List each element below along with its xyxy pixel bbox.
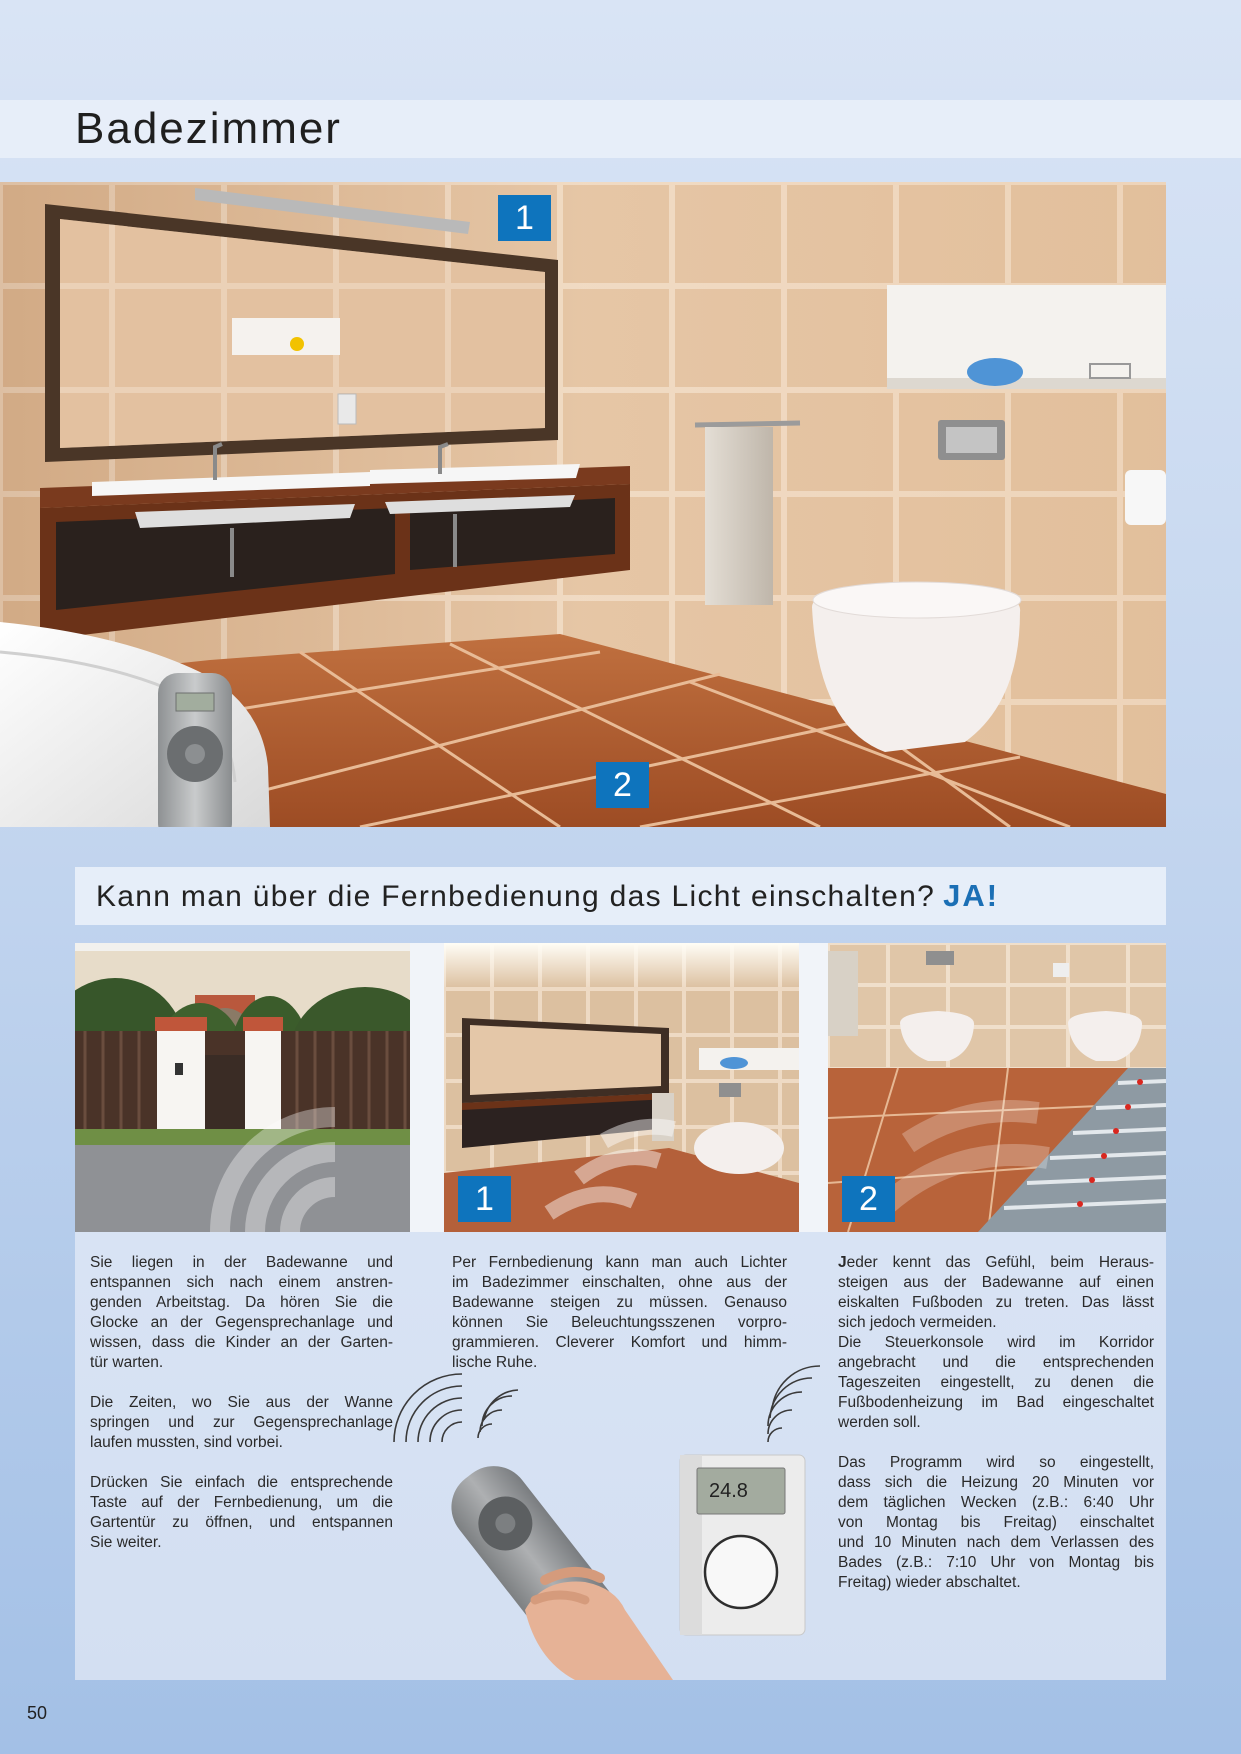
page-title: Badezimmer <box>75 104 342 153</box>
paragraph <box>838 1453 1154 1593</box>
paragraph <box>838 1253 1154 1333</box>
hero-badge-1: 1 <box>498 195 551 241</box>
text-line: Die Steuerkonsole wird im Korridor <box>838 1334 1154 1351</box>
question-text: Kann man über die Fernbedienung das Licht einschalten? <box>96 880 936 913</box>
wifi-wave-icon <box>390 1350 830 1450</box>
wall-niche <box>887 285 1166 389</box>
text-line: werden soll. <box>838 1414 921 1431</box>
text-line: springen und zur Gegensprechanlage <box>90 1414 393 1431</box>
toilet-paper <box>1125 470 1166 525</box>
text-line: Tageszeiten eingestellt, zu denen die <box>838 1374 1154 1391</box>
text-line: dass sich die Heizung 20 Minuten vor <box>838 1474 1154 1491</box>
text-line: angebracht und die entsprechenden <box>838 1354 1154 1371</box>
hero-bathroom-photo <box>0 182 1166 827</box>
paragraph <box>90 1473 393 1553</box>
toilet <box>694 1122 784 1174</box>
paragraph <box>90 1253 393 1373</box>
text-line: von Montag bis Freitag) einschaltet <box>838 1514 1154 1531</box>
page-number: 50 <box>27 1703 48 1723</box>
thermostat-dial[interactable] <box>705 1536 777 1608</box>
text-line: lische Ruhe. <box>452 1354 538 1371</box>
text-line: entspannen sich nach einem anstren- <box>90 1274 393 1291</box>
text-line: Sie weiter. <box>90 1534 162 1551</box>
question-heading <box>96 867 999 926</box>
text-line: grammieren. Cleverer Komfort und himm- <box>452 1334 787 1351</box>
text-line: laufen mussten, sind vorbei. <box>90 1434 283 1451</box>
text-line: Glocke an der Gegensprechanlage und <box>90 1314 393 1331</box>
soap-dish <box>967 358 1023 386</box>
towel <box>705 427 773 605</box>
thermostat-display-value: 24.8 <box>709 1480 748 1502</box>
text-line: Das Programm wird so eingestellt, <box>838 1454 1154 1471</box>
title-band <box>0 100 1241 158</box>
text-line: Fußbodenheizung im Bad eingeschaltet <box>838 1394 1154 1411</box>
thermostat-icon <box>675 1450 810 1640</box>
text-line: eiskalten Fußboden zu treten. Das lässt <box>838 1294 1154 1311</box>
text-line: können Sie Beleuchtungsszenen vorpro- <box>452 1314 787 1331</box>
gate-pillar-left <box>157 1025 205 1143</box>
text-line: dem täglichen Wecken (z.B.: 6:40 Uhr <box>838 1494 1154 1511</box>
text-line: Taste auf der Fernbedienung, um die <box>90 1494 393 1511</box>
text-line: tür warten. <box>90 1354 164 1371</box>
text-line: steigen aus der Badewanne auf einen <box>838 1274 1154 1291</box>
text-line: Sie liegen in der Badewanne und <box>90 1254 393 1271</box>
text-line: sich jedoch vermeiden. <box>838 1314 997 1331</box>
question-band <box>75 867 1166 925</box>
paragraph <box>838 1333 1154 1433</box>
text-line: wissen, dass die Kinder an der Garten- <box>90 1334 393 1351</box>
hand-with-remote <box>425 1460 690 1680</box>
text-line: Gartentür zu öffnen, und entspannen <box>90 1514 393 1531</box>
text-line: Bades (z.B.: 7:10 Uhr von Montag bis <box>838 1554 1154 1571</box>
text-line: Per Fernbedienung kann man auch Lichter <box>452 1254 787 1271</box>
text-line: genden Arbeitstag. Da hören Sie die <box>90 1294 393 1311</box>
garden-gate-photo <box>75 943 410 1232</box>
question-answer: JA! <box>943 878 1000 913</box>
text-line: Freitag) wieder abschaltet. <box>838 1574 1021 1591</box>
text-line: Badewanne steigen zu müssen. Genauso <box>452 1294 787 1311</box>
hero-badge-2: 2 <box>596 762 649 808</box>
text-line: Drücken Sie einfach die entsprechende <box>90 1474 393 1491</box>
paragraph <box>90 1393 393 1453</box>
text-line: im Badezimmer einschalten, ohne aus der <box>452 1274 787 1291</box>
text-column-3 <box>838 1253 1154 1593</box>
photo-badge-1: 1 <box>458 1176 511 1222</box>
towel-bar <box>695 423 800 425</box>
photo-strip <box>75 943 1166 1232</box>
text-line: Jeder kennt das Gefühl, beim Heraus- <box>838 1254 1154 1271</box>
text-column-1 <box>90 1253 393 1553</box>
text-line: Die Zeiten, wo Sie aus der Wanne <box>90 1394 393 1411</box>
text-line: und 10 Minuten nach dem Verlassen des <box>838 1534 1154 1551</box>
photo-badge-2: 2 <box>842 1176 895 1222</box>
mirror-reflection-niche <box>232 318 340 355</box>
bathroom-illustration <box>0 182 1166 827</box>
